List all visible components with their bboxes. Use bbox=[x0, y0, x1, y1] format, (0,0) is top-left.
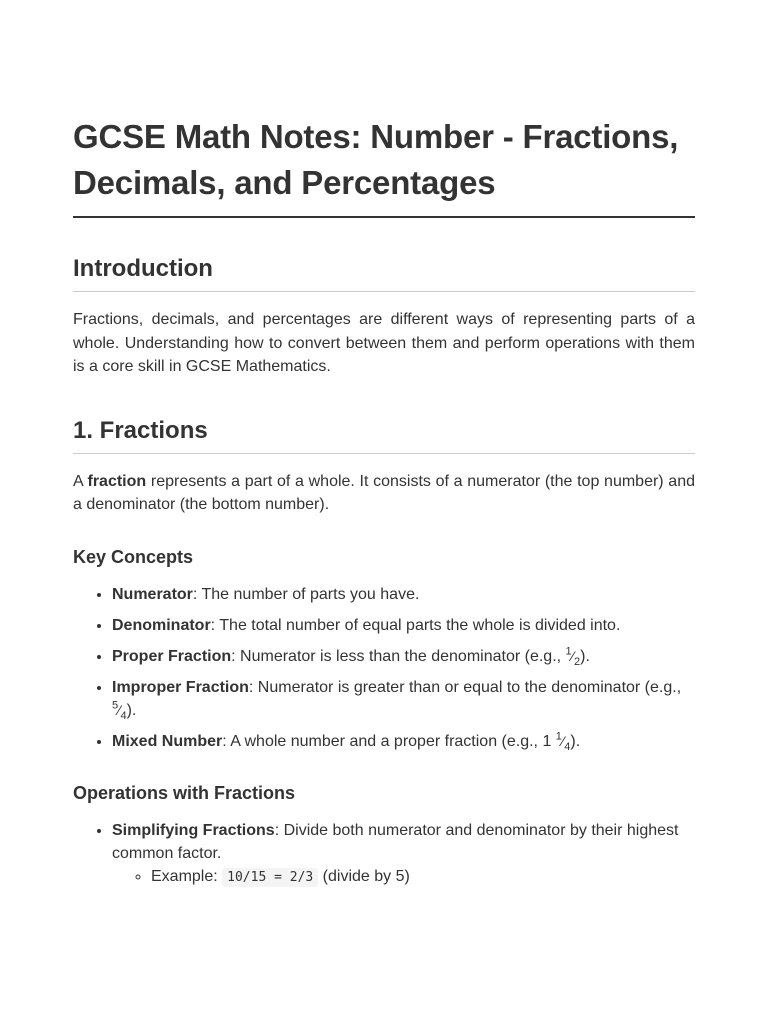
list-item-improper-fraction: • Improper Fraction: Numerator is greater than or equal to the denominator (e.g., $^5⁄_4$). bbox=[112, 676, 695, 722]
fraction-example: $^1⁄_2$ bbox=[565, 645, 581, 668]
definition-text: represents a part of a whole. It consists of a numerator (the top number) and a denominator (the bottom number). bbox=[73, 472, 696, 513]
document-page bbox=[73, 0, 695, 890]
section-heading-fractions: 1. Fractions bbox=[73, 415, 695, 454]
key-concepts-list bbox=[73, 583, 695, 753]
example-item: ◦ Example: 10/15 = 2/3 (divide by 5) bbox=[151, 865, 695, 890]
definition-prefix: A bbox=[73, 472, 83, 490]
fraction-example: $^5⁄_4$ bbox=[112, 699, 127, 722]
subheading-operations: Operations with Fractions bbox=[73, 782, 296, 803]
section-heading-introduction: Introduction bbox=[73, 253, 695, 292]
operation-text: : Divide both numerator and denominator by their highest common factor. bbox=[112, 821, 679, 862]
concept-term: Mixed Number bbox=[112, 732, 223, 750]
concept-text: : The number of parts you have. bbox=[192, 585, 420, 603]
operations-list bbox=[73, 819, 695, 890]
fraction-definition bbox=[73, 470, 695, 517]
concept-text: : Numerator is less than the denominator (e.g., bbox=[231, 647, 566, 665]
concept-text: : A whole number and a proper fraction (e.g., 1 bbox=[222, 732, 556, 750]
operation-term: Simplifying Fractions bbox=[112, 821, 275, 839]
definition-term: fraction bbox=[87, 472, 147, 490]
concept-term: Improper Fraction bbox=[112, 678, 249, 696]
example-code: 10/15 = 2/3 bbox=[222, 868, 318, 887]
example-list bbox=[112, 865, 695, 890]
list-item-denominator bbox=[112, 614, 695, 637]
concept-term: Denominator bbox=[112, 616, 211, 634]
subheading-key-concepts: Key Concepts bbox=[73, 546, 194, 567]
list-item-mixed-number: • Mixed Number: A whole number and a proper fraction (e.g., 1 $^1⁄_4$). bbox=[112, 730, 695, 753]
list-item-simplifying bbox=[112, 819, 695, 890]
list-item-numerator bbox=[112, 583, 695, 606]
list-item-proper-fraction: • Proper Fraction: Numerator is less than the denominator (e.g., $^1⁄_2$). bbox=[112, 645, 695, 668]
page-title: GCSE Math Notes: Number - Fractions, Decimals, and Percentages bbox=[73, 114, 695, 218]
concept-term: Numerator bbox=[112, 585, 193, 603]
intro-paragraph: Fractions, decimals, and percentages are different ways of representing parts of a whole. Understanding how to convert between them and perform operations with them is a core skill in GCSE Mathematics. bbox=[73, 311, 695, 375]
concept-term: Proper Fraction bbox=[112, 647, 232, 665]
concept-text: : The total number of equal parts the whole is divided into. bbox=[210, 616, 621, 634]
concept-text: : Numerator is greater than or equal to the denominator (e.g., bbox=[248, 678, 682, 696]
fraction-example: $^1⁄_4$ bbox=[555, 730, 571, 753]
